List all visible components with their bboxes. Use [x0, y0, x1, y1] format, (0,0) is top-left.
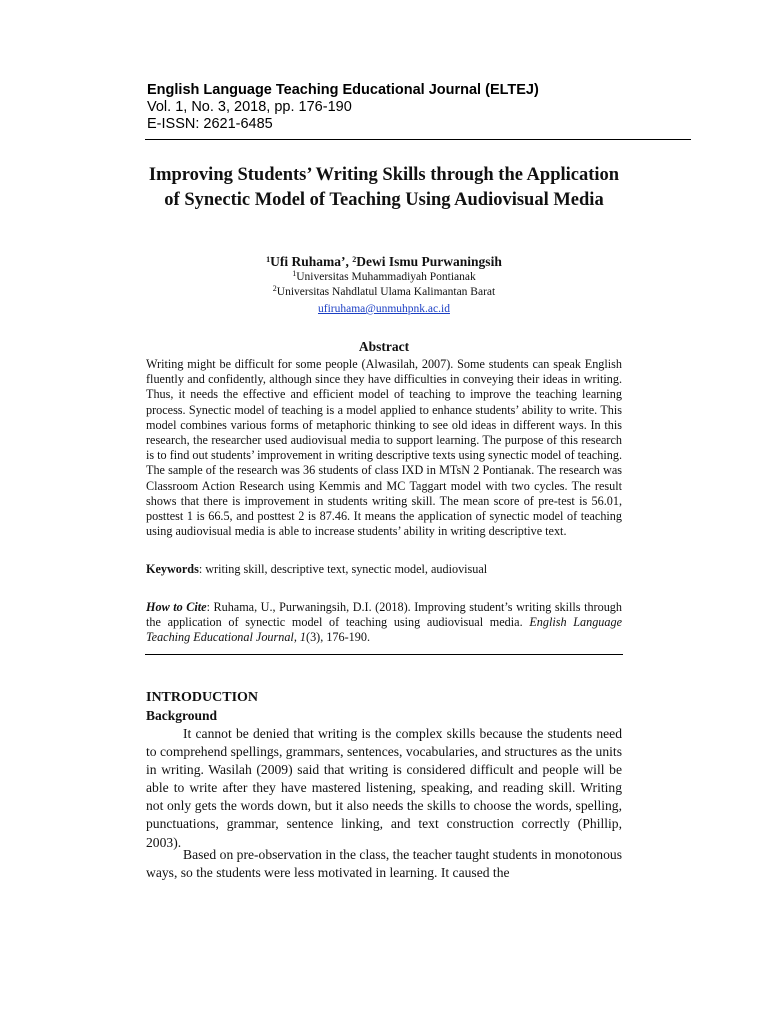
background-subheading: Background — [146, 708, 218, 723]
affiliation-1 — [146, 270, 622, 285]
cite-label: How to Cite — [146, 600, 207, 614]
header-divider — [145, 139, 691, 140]
how-to-cite — [146, 600, 622, 646]
author2-name: Dewi Ismu Purwaningsih — [356, 254, 502, 269]
affiliation-2 — [146, 285, 622, 300]
abstract-heading: Abstract — [358, 339, 410, 354]
body-paragraph-2: Based on pre-observation in the class, the teacher taught students in monotonous ways, so the students were less motivated in learning. It caused the — [146, 847, 622, 881]
cite-text: : Ruhama, U., Purwaningsih, D.I. (2018). Improving student’s writing skills through the application of synectic model of teaching using audiovisual media. — [146, 600, 622, 630]
issn-line: E-ISSN: 2621-6485 — [147, 116, 273, 132]
author2-superscript: 2 — [352, 255, 357, 264]
affiliation1-superscript: 1 — [292, 269, 297, 278]
abstract-text: Writing might be difficult for some people (Alwasilah, 2007). Some students can speak English fluently and confidently, although since they have difficulties in conveying their ideas in writing. Thus, it needs the effective and efficient model of teaching to improve the teaching learning process. Synectic model of teaching is a model applied to enhance students’ ability to write. This model combines various forms of metaphoric thinking to see old ideas in different ways. In this research, the researcher used audiovisual media to support learning. The purpose of this research is to find out students’ improvement in writing descriptive texts using synectic model of teaching. The sample of the research was 36 students of class IXD in MTsN 2 Pontianak. The research was Classroom Action Research using Kemmis and MC Taggart model with two cycles. The result shows that there is improvement in students writing skill. The mean score of pre-test is 56.01, posttest 1 is 66.5, and posttest 2 is 87.46. It means the application of synectic model of teaching using audiovisual media is able to increase students’ ability in writing descriptive text. — [146, 357, 623, 539]
author-block — [146, 253, 622, 317]
keywords-label: Keywords — [146, 562, 199, 576]
cite-issue: (3), 176-190. — [306, 630, 370, 645]
keywords-text: : writing skill, descriptive text, synectic model, audiovisual — [198, 562, 488, 576]
journal-header — [147, 82, 707, 133]
cite-journal: English Language Teaching Educational Journal, 1 — [146, 615, 622, 645]
affiliation1-text: Universitas Muhammadiyah Pontianak — [296, 271, 476, 283]
author-separator: , — [345, 254, 353, 269]
affiliation2-text: Universitas Nahdlatul Ulama Kalimantan Barat — [276, 285, 496, 298]
citation-divider — [145, 654, 623, 655]
journal-name: English Language Teaching Educational Journal (ELTEJ) — [147, 82, 539, 98]
body-paragraph-1: It cannot be denied that writing is the complex skills because the students need to comprehend spellings, grammars, sentences, vocabularies, and structures as the units in writing. Wasilah (2009) said that writing is considered difficult and people will be able to write after they have mastered listening, speaking, and reading skill. Writing not only gets the words down, but it also needs the skills to choose the words, spelling, punctuations, grammar, sentence linking, and text construction correctly (Phillip, 2003). — [146, 726, 622, 850]
email-line — [146, 299, 622, 317]
introduction-heading: INTRODUCTION — [146, 690, 259, 705]
author-names — [146, 253, 622, 270]
keywords-line — [146, 562, 622, 577]
volume-line: Vol. 1, No. 3, 2018, pp. 176-190 — [147, 99, 352, 115]
author1-name: Ufi Ruhama’ — [270, 254, 346, 269]
paper-title: Improving Students’ Writing Skills through the Application of Synectic Model of Teaching Using Audiovisual Media — [148, 165, 620, 210]
author-email-link[interactable]: ufiruhama@unmuhpnk.ac.id — [318, 303, 450, 315]
author1-superscript: 1 — [266, 255, 271, 264]
affiliation2-superscript: 2 — [272, 283, 277, 293]
